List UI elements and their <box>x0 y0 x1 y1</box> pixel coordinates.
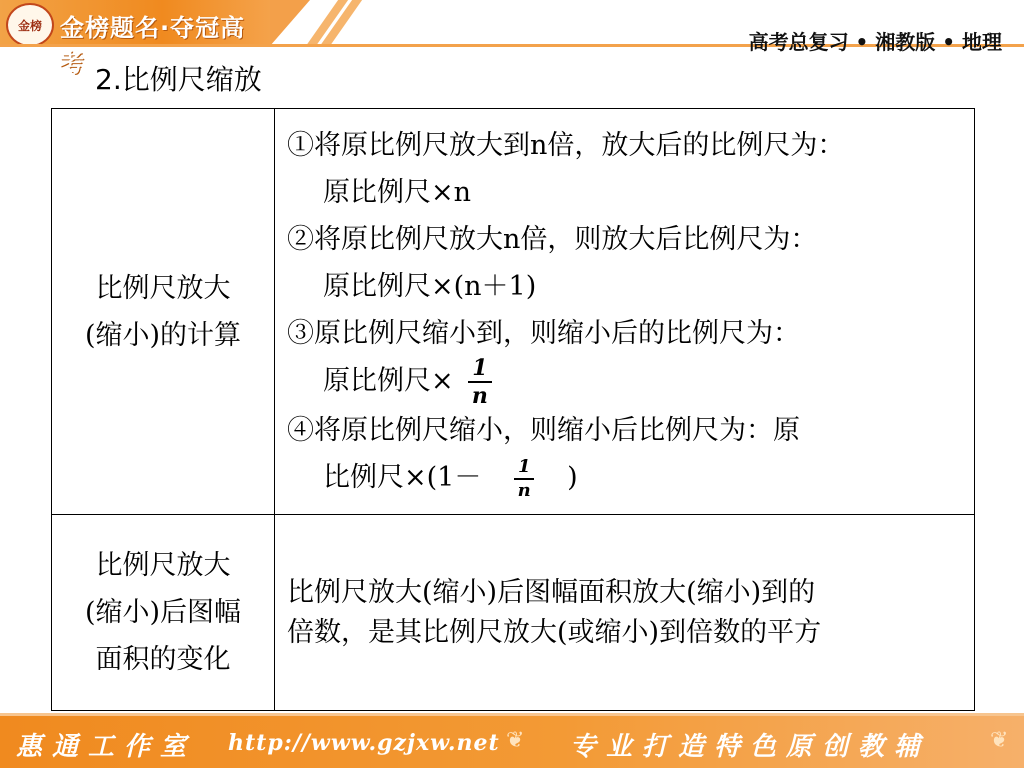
header-band <box>0 0 1024 77</box>
item-formula <box>287 454 966 501</box>
row-label-cell <box>52 515 275 711</box>
table-row <box>52 515 975 711</box>
item-line: ②将原比例尺放大n倍，则放大后比例尺为： <box>287 224 818 255</box>
studio-name: 惠通工作室 <box>16 732 197 762</box>
row-label-line: 比例尺放大 <box>95 272 231 304</box>
brand-title: 金榜题名·夺冠高考 <box>60 14 246 77</box>
footer-slogan: 专业打造特色原创教辅 <box>570 732 931 762</box>
website-link[interactable]: http://www.gzjxw.net <box>228 730 500 756</box>
content-table <box>51 108 975 711</box>
fraction-numerator: 1 <box>514 458 535 480</box>
fraction-denominator: n <box>471 383 488 409</box>
formula-prefix: 原比例尺× <box>323 365 454 397</box>
fraction <box>514 455 535 501</box>
header-brand-bar <box>0 0 270 77</box>
item-line: ①将原比例尺放大到n倍，放大后的比例尺为： <box>287 130 845 161</box>
item-formula: 原比例尺×(n＋1) <box>323 271 537 302</box>
fraction-denominator: n <box>517 479 531 501</box>
item-line: ④将原比例尺缩小，则缩小后比例尺为：原 <box>287 415 800 446</box>
logo-badge-icon: 金榜 <box>6 3 54 47</box>
formula-suffix: ) <box>567 462 578 493</box>
row-content-cell <box>275 109 975 515</box>
table-row <box>52 109 975 515</box>
leaf-flourish-icon: ❦ <box>506 728 525 753</box>
course-subtitle: 高考总复习 • 湘教版 • 地理 <box>748 30 1002 54</box>
section-title: 2.比例尺缩放 <box>95 63 262 96</box>
item-formula: 原比例尺×n <box>323 177 472 208</box>
footer-band <box>0 713 1024 768</box>
row-content-cell <box>275 515 975 711</box>
row-label-line: (缩小)的计算 <box>84 319 242 351</box>
row-label-line: (缩小)后图幅 <box>84 597 242 628</box>
leaf-flourish-icon: ❦ <box>990 728 1009 753</box>
fraction-numerator: 1 <box>468 357 491 383</box>
row-label-line: 比例尺放大 <box>95 550 231 581</box>
formula-prefix: 比例尺×(1－ <box>323 462 482 493</box>
item-line: ③原比例尺缩小到，则缩小后的比例尺为： <box>287 318 800 349</box>
item-formula <box>287 357 966 407</box>
content-line: 倍数，是其比例尺放大(或缩小)到倍数的平方 <box>287 616 822 648</box>
content-line: 比例尺放大(缩小)后图幅面积放大(缩小)到的 <box>287 576 816 608</box>
fraction <box>468 357 491 407</box>
row-label-cell <box>52 109 275 515</box>
row-label-line: 面积的变化 <box>95 644 231 675</box>
